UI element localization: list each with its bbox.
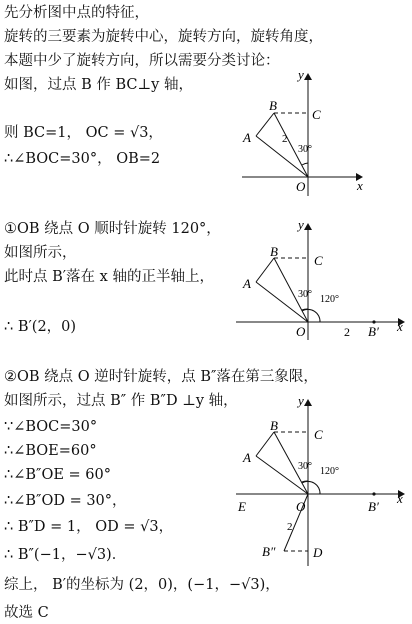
text-line: 综上， B′的坐标为 (2，0)，(−1，−√3)， bbox=[4, 577, 280, 593]
geometry-diagram-3 bbox=[232, 394, 410, 570]
text-line: 此时点 B′落在 x 轴的正半轴上， bbox=[4, 269, 214, 285]
text-line: ∴∠BOC=30°， OB=2 bbox=[4, 151, 161, 167]
angle-label: 30° bbox=[298, 144, 312, 155]
text-line: 如图所示， bbox=[4, 245, 77, 261]
y-axis-label: y bbox=[298, 394, 304, 408]
segment-length-label: 2 bbox=[282, 133, 288, 145]
angle-label: 30° bbox=[298, 461, 312, 472]
point-d-label: D bbox=[313, 545, 323, 560]
point-b-prime bbox=[372, 492, 375, 495]
text-line: 故选 C bbox=[4, 605, 49, 621]
segment-ab bbox=[256, 113, 274, 136]
point-a-label: A bbox=[243, 130, 251, 145]
text-line: 如图所示，过点 B″ 作 B″D ⊥y 轴， bbox=[4, 393, 238, 409]
segment-length-label: 2 bbox=[287, 521, 293, 533]
text-line: 如图，过点 B 作 BC⊥y 轴， bbox=[4, 77, 193, 93]
geometry-diagram-2 bbox=[232, 218, 410, 344]
segment-ab bbox=[256, 432, 274, 456]
geometry-diagram-1 bbox=[232, 66, 382, 206]
angle-label: 30° bbox=[298, 289, 312, 300]
point-b-prime-label: B′ bbox=[368, 324, 379, 339]
text-line: ∴∠BOE=60° bbox=[4, 443, 97, 459]
point-a-label: A bbox=[243, 276, 251, 291]
point-a-label: A bbox=[243, 450, 251, 465]
text-line: 旋转的三要素为旋转中心，旋转方向，旋转角度， bbox=[4, 29, 323, 45]
text-line: ②OB 绕点 O 逆时针旋转，点 B″落在第三象限， bbox=[4, 369, 318, 385]
point-c-label: C bbox=[312, 107, 321, 122]
point-b-prime-label: B′ bbox=[368, 499, 379, 514]
point-e-label: E bbox=[238, 499, 246, 514]
text-line: ①OB 绕点 O 顺时针旋转 120°， bbox=[4, 221, 221, 237]
origin-label: O bbox=[296, 499, 306, 514]
point-b-double-prime-label: B″ bbox=[262, 544, 276, 559]
text-line: ∵∠BOC=30° bbox=[4, 419, 98, 435]
origin-label: O bbox=[296, 324, 306, 339]
text-line: ∴ B″D = 1， OD = √3， bbox=[4, 519, 174, 535]
point-b-label: B bbox=[269, 98, 277, 113]
point-c-label: C bbox=[314, 253, 323, 268]
origin-label: O bbox=[296, 179, 306, 194]
text-line: ∴ B″(−1，−√3)． bbox=[4, 547, 127, 563]
x-axis-label: x bbox=[397, 491, 403, 506]
text-line: 本题中少了旋转方向，所以需要分类讨论： bbox=[4, 53, 280, 69]
point-c-label: C bbox=[314, 427, 323, 442]
rotation-angle-label: 120° bbox=[320, 466, 339, 477]
text-line: 则 BC=1， OC = √3， bbox=[4, 125, 163, 141]
point-b-label: B bbox=[270, 418, 278, 433]
tick-label-2: 2 bbox=[344, 325, 350, 339]
rotation-angle-label: 120° bbox=[320, 294, 339, 305]
text-line: ∴∠B″OD = 30°， bbox=[4, 493, 127, 509]
point-b-label: B bbox=[270, 244, 278, 259]
y-axis-label: y bbox=[298, 218, 304, 232]
text-line: 先分析图中点的特征， bbox=[4, 5, 149, 21]
x-axis-label: x bbox=[357, 178, 363, 193]
text-line: ∴∠B″OE = 60° bbox=[4, 467, 111, 483]
angle-arc bbox=[302, 163, 308, 165]
y-axis-label: y bbox=[298, 67, 304, 82]
x-axis-label: x bbox=[397, 319, 403, 334]
segment-oa bbox=[256, 282, 308, 322]
segment-ab bbox=[256, 258, 274, 282]
text-line: ∴ B′(2，0) bbox=[4, 319, 77, 335]
